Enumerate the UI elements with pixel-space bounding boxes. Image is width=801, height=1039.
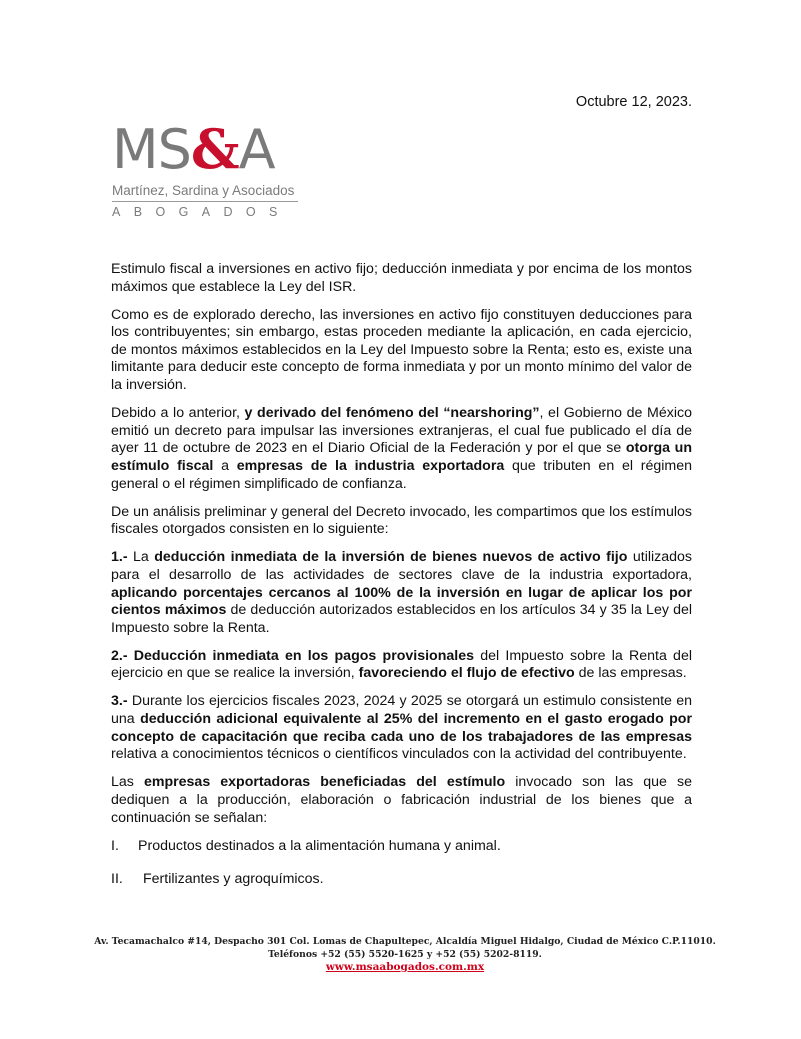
benefit-number: 1.-	[111, 549, 128, 566]
text-run: que tributen en el régimen general o el régimen simplificado de confianza.	[111, 457, 692, 492]
benefit-1	[111, 549, 692, 637]
list-item-number: II.	[111, 871, 123, 888]
benefit-number: 2.-	[111, 647, 128, 664]
bold-run: y derivado del fenómeno del “nearshoring”	[244, 405, 540, 422]
footer-phones: Teléfonos +52 (55) 5520-1625 y +52 (55) 5202-8119.	[268, 949, 542, 960]
bold-run: otorga un estímulo fiscal	[111, 440, 692, 474]
list-item-text: Fertilizantes y agroquímicos.	[143, 871, 324, 888]
paragraph-intro-list: De un análisis preliminar y general del Decreto invocado, les compartimos que los estímulos fiscales otorgados consisten en lo siguiente:	[111, 503, 692, 538]
text-run: de deducción autorizados establecidos en los artículos 34 y 35 la Ley del Impuesto sobre la Renta.	[111, 602, 693, 636]
footer-website-link[interactable]: www.msaabogados.com.mx	[325, 961, 485, 973]
text-run: Las	[111, 774, 144, 791]
benefit-number: 3.-	[111, 693, 128, 710]
list-item-text: Productos destinados a la alimentación humana y animal.	[138, 837, 501, 854]
text-run: La	[127, 549, 155, 566]
bold-run: aplicando porcentajes cercanos al 100% de la inversión en lugar de aplicar los por cientos máximos	[111, 584, 692, 619]
letter-footer	[60, 935, 750, 974]
bold-run: deducción inmediata de la inversión de bienes nuevos de activo fijo	[154, 549, 628, 566]
bold-run: favoreciendo el flujo de efectivo	[358, 665, 575, 682]
text-run: Debido a lo anterior,	[111, 405, 245, 422]
bold-run: empresas de la industria exportadora	[236, 457, 505, 474]
text-run: a	[213, 457, 237, 474]
logo-mark	[112, 117, 302, 181]
paragraph-context: Como es de explorado derecho, las inversiones en activo fijo constituyen deducciones para los contribuyentes; sin embargo, estas proceden mediante la aplicación, en cada ejercicio, de montos máximos establecidos en la Ley del Impuesto sobre la Renta; esto es, existe una limitante para deducir este concepto de forma inmediata y por un monto mínimo del valor de la inversión.	[111, 306, 692, 394]
letter-date: Octubre 12, 2023.	[575, 94, 692, 110]
logo-mark-ms: MS	[112, 118, 191, 181]
text-run: utilizados para el desarrollo de las actividades de sectores clave de la industria exportadora,	[111, 549, 693, 583]
text-run: de las empresas.	[574, 665, 687, 682]
text-run: invocado son las que se dediquen a la producción, elaboración o fabricación industrial de los bienes que a continuación se señalan:	[111, 774, 692, 826]
firm-logo	[112, 117, 302, 222]
footer-address: Av. Tecamachalco #14, Despacho 301 Col. Lomas de Chapultepec, Alcaldía Miguel Hidalgo, Ciudad de México C.P.11010.	[94, 936, 716, 947]
logo-mark-ampersand: &	[190, 117, 239, 181]
paragraph-beneficiaries	[111, 774, 692, 827]
list-item	[111, 838, 692, 856]
list-item	[111, 871, 692, 889]
paragraph-decree	[111, 405, 692, 493]
logo-firm-name: Martínez, Sardina y Asociados	[112, 183, 295, 198]
logo-mark-a: A	[238, 118, 275, 181]
bold-run: Deducción inmediata en los pagos provisionales	[133, 647, 474, 664]
text-run: relativa a conocimientos técnicos o científicos vinculados con la actividad del contribuyente.	[111, 746, 687, 763]
bold-run: deducción adicional equivalente al 25% del incremento en el gasto erogado por concepto de capacitación que reciba cada uno de los trabajadores de las empresas	[111, 711, 692, 745]
letter-body	[111, 261, 692, 905]
list-item-number: I.	[111, 837, 119, 854]
text-run: del Impuesto sobre la Renta del ejercicio en que se realice la inversión,	[111, 647, 692, 682]
benefit-3	[111, 693, 692, 763]
subject-line: Estimulo fiscal a inversiones en activo fijo; deducción inmediata y por encima de los montos máximos que establece la Ley del ISR.	[111, 261, 692, 295]
text-run: Durante los ejercicios fiscales 2023, 2024 y 2025 se otorgará un estimulo consistente en una	[111, 693, 692, 728]
bold-run: empresas exportadoras beneficiadas del estímulo	[143, 774, 506, 791]
text-run: , el Gobierno de México emitió un decreto para impulsar las inversiones extranjeras, el cual fue publicado el día de ayer 11 de octubre de 2023 en el Diario Oficial de la Federación y por el que se	[111, 405, 692, 457]
logo-divider	[112, 201, 298, 202]
benefit-2	[111, 648, 692, 683]
logo-tagline: ABOGADOS	[112, 205, 291, 219]
